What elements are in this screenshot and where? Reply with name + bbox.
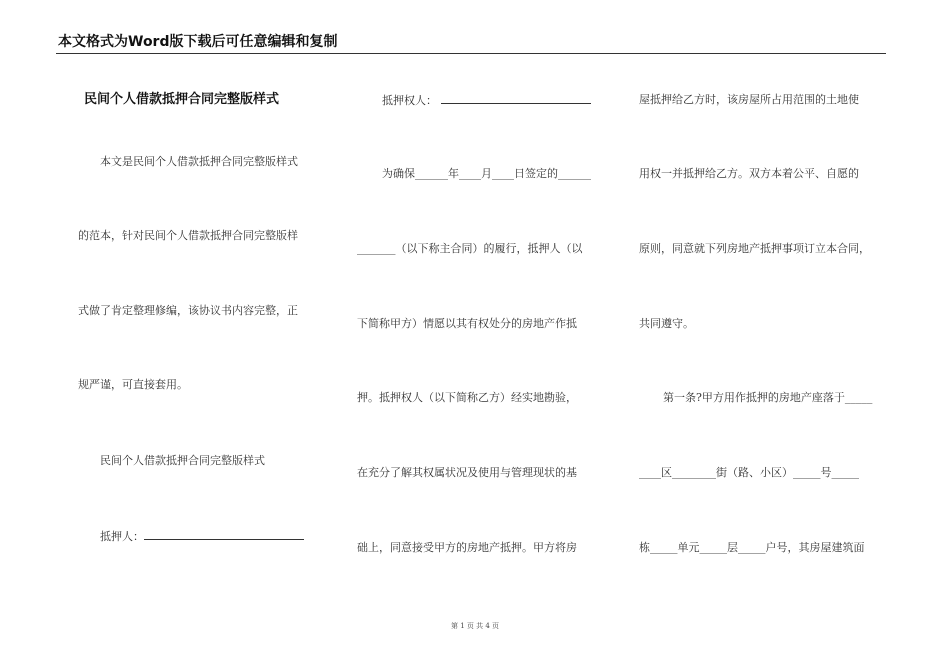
mortgagor-label: 抵押人： — [100, 530, 144, 543]
subtitle-line: 民间个人借款抵押合同完整版样式 — [100, 454, 265, 467]
paragraph-line: 栋_____单元_____层_____户号，其房屋建筑面 — [639, 541, 865, 554]
paragraph-line: 原则，同意就下列房地产抵押事项订立本合同， — [639, 242, 870, 255]
mortgagee-label: 抵押权人： — [382, 94, 437, 107]
paragraph-line: _______（以下称主合同）的履行，抵押人（以 — [357, 242, 583, 255]
mortgagor-blank — [144, 529, 304, 540]
mortgagee-field — [382, 93, 591, 108]
paragraph-line: 下简称甲方）情愿以其有权处分的房地产作抵 — [357, 317, 577, 330]
paragraph-line: 为确保______年____月____日签定的______ — [382, 167, 591, 180]
header-banner-text: 本文格式为Word版下载后可任意编辑和复制 — [58, 34, 338, 50]
paragraph-line: 押。抵押权人（以下简称乙方）经实地勘验， — [357, 391, 577, 404]
paragraph-line: 规严谨，可直接套用。 — [78, 378, 188, 391]
paragraph-line: 本文是民间个人借款抵押合同完整版样式 — [100, 155, 298, 168]
paragraph-line: 共同遵守。 — [639, 317, 694, 330]
mortgagee-blank — [441, 93, 591, 104]
paragraph-line: 式做了肯定整理修编，该协议书内容完整，正 — [78, 304, 298, 317]
document-header-banner — [56, 33, 886, 54]
paragraph-line: 的范本，针对民间个人借款抵押合同完整版样 — [78, 229, 298, 242]
article-one-line: 第一条?甲方用作抵押的房地产座落于_____ — [663, 391, 873, 404]
paragraph-line: 屋抵押给乙方时，该房屋所占用范围的土地使 — [639, 93, 859, 106]
paragraph-line: ____区________街（路、小区）_____号_____ — [639, 466, 859, 479]
mortgagor-field — [100, 529, 304, 544]
paragraph-line: 础上，同意接受甲方的房地产抵押。甲方将房 — [357, 541, 577, 554]
paragraph-line: 用权一并抵押给乙方。双方本着公平、自愿的 — [639, 167, 859, 180]
paragraph-line: 在充分了解其权属状况及使用与管理现状的基 — [357, 466, 577, 479]
page-indicator: 第 1 页 共 4 页 — [450, 622, 500, 630]
document-title: 民间个人借款抵押合同完整版样式 — [84, 92, 280, 107]
